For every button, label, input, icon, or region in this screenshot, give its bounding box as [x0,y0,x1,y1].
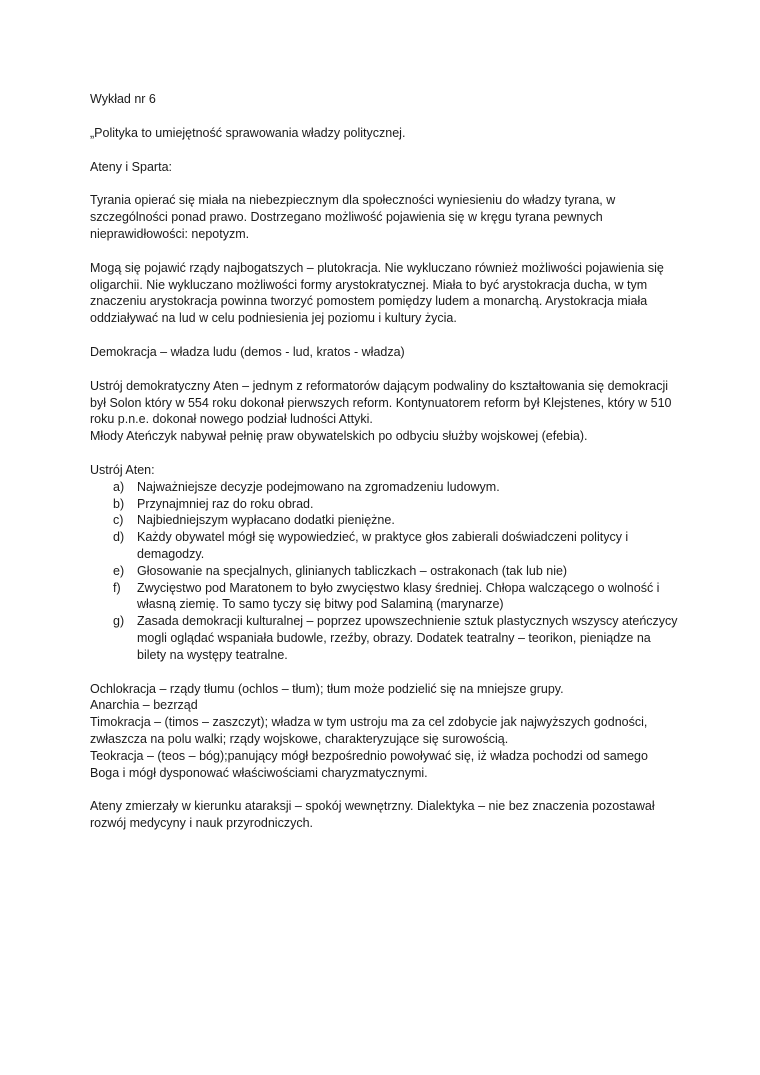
list-item-text: Przynajmniej raz do roku obrad. [137,496,314,511]
list-item [90,563,680,580]
paragraph-athens-system [90,378,680,445]
form-ochlocracy: Ochlokracja – rządy tłumu (ochlos – tłum); tłum może podzielić się na mniejsze grupy. [90,681,564,696]
list-heading: Ustrój Aten: [90,462,155,477]
list-item [90,613,680,663]
list-item [90,580,680,614]
list-marker: a) [113,479,125,494]
politics-definition: „Polityka to umiejętność sprawowania władzy politycznej. [90,125,406,140]
document-content [90,91,680,832]
list-item-text: Głosowanie na specjalnych, glinianych tabliczkach – ostrakonach (tak lub nie) [137,563,568,578]
list-marker: f) [113,580,121,595]
paragraph-tyranny: Tyrania opierać się miała na niebezpiecznym dla społeczności wyniesieniu do władzy tyrana, w szczególności ponad prawo. Dostrzegano możliwość pojawienia się w kręgu tyrana pewnych nieprawidłowości: nepotyzm. [90,193,616,241]
list-item-text: Najbiedniejszym wypłacano dodatki pieniężne. [137,513,395,528]
list-marker: d) [113,530,125,545]
form-theocracy: Teokracja – (teos – bóg);panujący mógł bezpośrednio powoływać się, iż władza pochodzi od samego Boga i mógł dysponować właściwościami charyzmatycznymi. [90,748,648,780]
list-item-text: Zwycięstwo pod Maratonem to było zwycięstwo klasy średniej. Chłopa walczącego o wolność i własną ziemię. To samo tyczy się bitwy pod Salaminą (marynarze) [137,580,660,612]
paragraph-athens-reforms: Ustrój demokratyczny Aten – jednym z reformatorów dającym podwaliny do kształtowania się demokracji był Solon który w 554 roku dokonał pierwszych reform. Kontynuatorem reform był Klejstenes, który w 510 roku p.n.e. dokonał nowego podział ludności Attyki. [90,378,672,427]
form-anarchy: Anarchia – bezrząd [90,698,198,713]
list-item-text: Każdy obywatel mógł się wypowiedzieć, w praktyce głos zabierali doświadczeni politycy i demagodzy. [137,530,629,561]
athens-system-list-section [90,462,680,664]
list-marker: g) [113,614,125,629]
form-timocracy: Timokracja – (timos – zaszczyt); władza w tym ustroju ma za cel zdobycie jak najwyższych godności, zwłaszcza na polu walki; rządy wojskowe, charakteryzujące się surowością. [90,715,648,746]
athens-system-list [90,479,680,664]
list-marker: e) [113,563,125,578]
list-item-text: Najważniejsze decyzje podejmowano na zgromadzeniu ludowym. [137,479,500,494]
list-marker: c) [113,513,124,528]
lecture-title: Wykład nr 6 [90,92,156,106]
list-item [90,479,680,496]
list-item [90,512,680,529]
paragraph-plutocracy: Mogą się pojawić rządy najbogatszych – plutokracja. Nie wykluczano również możliwości pojawienia się oligarchii. Nie wykluczano możliwości formy arystokratycznej. Miała to być arystokracja ducha, w tym znaczeniu arystokracja powinna tworzyć pomostem pomiędzy ludem a monarchą. Arystokracja miała oddziaływać na lud w celu podniesienia jej poziomu i kultury życia. [90,260,664,326]
paragraph-ephebia: Młody Ateńczyk nabywał pełnię praw obywatelskich po odbyciu służby wojskowej (efebia). [90,429,588,444]
section-heading: Ateny i Sparta: [90,159,172,174]
paragraph-conclusion: Ateny zmierzały w kierunku ataraksji – spokój wewnętrzny. Dialektyka – nie bez znaczenia pozostawał rozwój medycyny i nauk przyrodniczych. [90,799,655,831]
list-item [90,529,680,563]
forms-of-government [90,681,680,782]
list-marker: b) [113,496,125,511]
paragraph-democracy: Demokracja – władza ludu (demos - lud, kratos - władza) [90,344,405,359]
list-item [90,496,680,513]
list-item-text: Zasada demokracji kulturalnej – poprzez upowszechnienie sztuk plastycznych wszyscy ateńczycy mogli oglądać wspaniała budowle, rzeźby, obrazy. Dodatek teatralny – teorikon, pieniądze na bilety na występy teatralne. [137,614,678,662]
